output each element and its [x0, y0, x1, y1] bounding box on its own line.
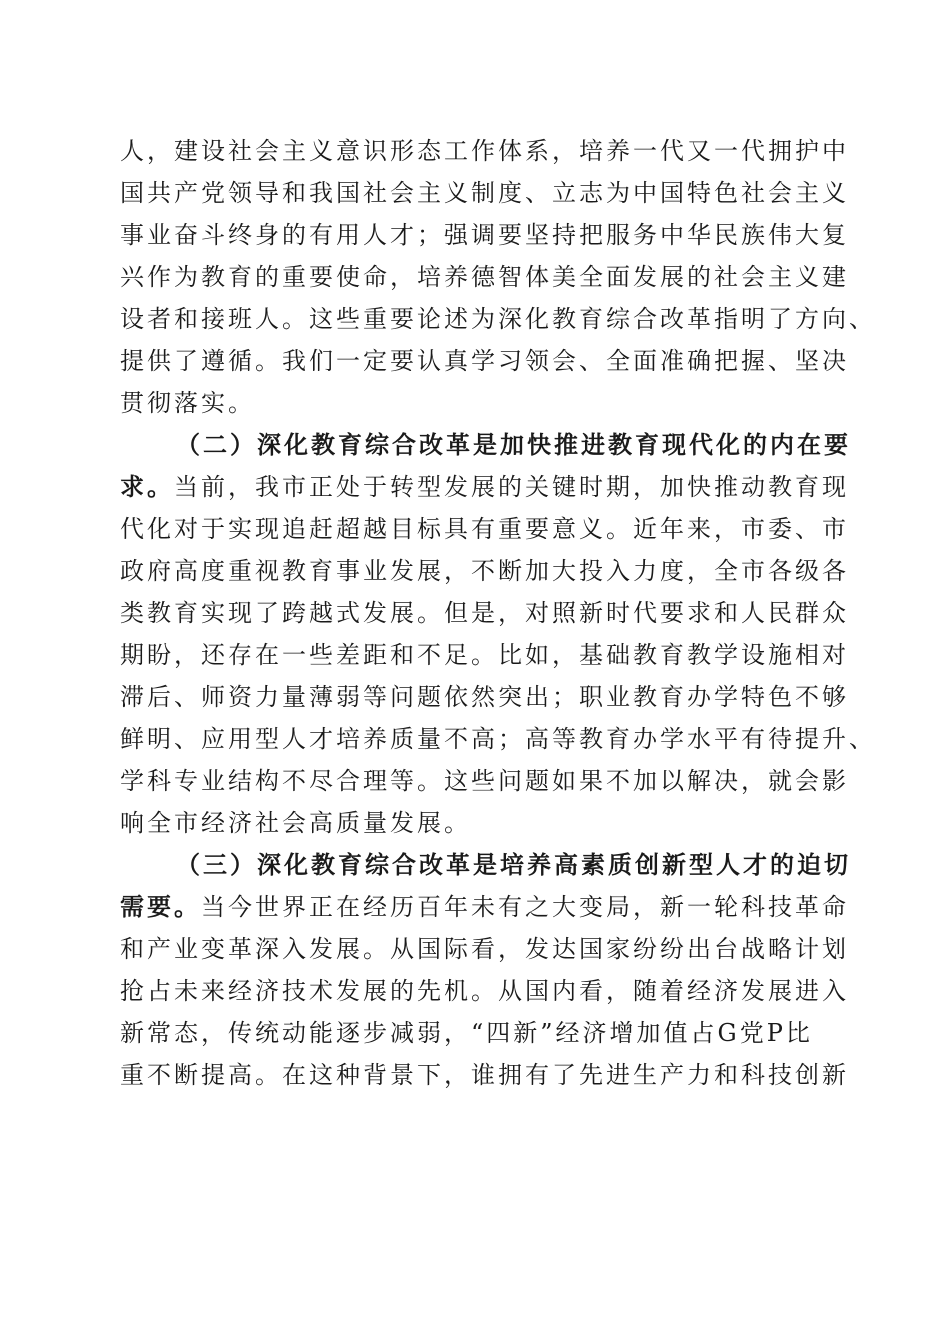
- text-line: 贯彻落实。: [120, 389, 255, 417]
- text-line: 和产业变革深入发展。从国际看，发达国家纷纷出台战略计划: [120, 935, 849, 963]
- text-line: 新常态，传统动能逐步减弱，“四新”经济增加值占G党P比: [120, 1019, 813, 1047]
- text-line: 鲜明、应用型人才培养质量不高；高等教育办学水平有待提升、: [120, 725, 876, 753]
- text-segment: 当今世界正在经历百年未有之大变局，新一轮科技革命: [201, 893, 849, 921]
- text-line: 提供了遵循。我们一定要认真学习领会、全面准确把握、坚决: [120, 347, 849, 375]
- text-line: 人，建设社会主义意识形态工作体系，培养一代又一代拥护中: [120, 137, 849, 165]
- text-line: 抢占未来经济技术发展的先机。从国内看，随着经济发展进入: [120, 977, 849, 1005]
- text-line: 兴作为教育的重要使命，培养德智体美全面发展的社会主义建: [120, 263, 849, 291]
- text-line: 重不断提高。在这种背景下，谁拥有了先进生产力和科技创新: [120, 1061, 849, 1089]
- text-segment: 当前，我市正处于转型发展的关键时期，加快推动教育现: [174, 473, 849, 501]
- text-line: 响全市经济社会高质量发展。: [120, 809, 471, 837]
- text-line: 国共产党领导和我国社会主义制度、立志为中国特色社会主义: [120, 179, 849, 207]
- text-line: 事业奋斗终身的有用人才；强调要坚持把服务中华民族伟大复: [120, 221, 849, 249]
- text-line: 政府高度重视教育事业发展，不断加大投入力度，全市各级各: [120, 557, 849, 585]
- text-line: 设者和接班人。这些重要论述为深化教育综合改革指明了方向、: [120, 305, 876, 333]
- section-heading-3-end: 需要。: [120, 892, 201, 921]
- text-line: 期盼，还存在一些差距和不足。比如，基础教育教学设施相对: [120, 641, 849, 669]
- text-line: 代化对于实现追赶超越目标具有重要意义。近年来，市委、市: [120, 515, 849, 543]
- section-heading-3: （三）深化教育综合改革是培养高素质创新型人才的迫切: [176, 850, 851, 879]
- text-line: 滞后、师资力量薄弱等问题依然突出；职业教育办学特色不够: [120, 683, 849, 711]
- text-line: [120, 466, 849, 508]
- document-body: [120, 130, 876, 1096]
- text-line: 学科专业结构不尽合理等。这些问题如果不加以解决，就会影: [120, 767, 849, 795]
- section-heading-2: （二）深化教育综合改革是加快推进教育现代化的内在要: [176, 430, 851, 459]
- section-heading-2-end: 求。: [120, 472, 174, 501]
- text-line: [120, 886, 849, 928]
- text-line: 类教育实现了跨越式发展。但是，对照新时代要求和人民群众: [120, 599, 849, 627]
